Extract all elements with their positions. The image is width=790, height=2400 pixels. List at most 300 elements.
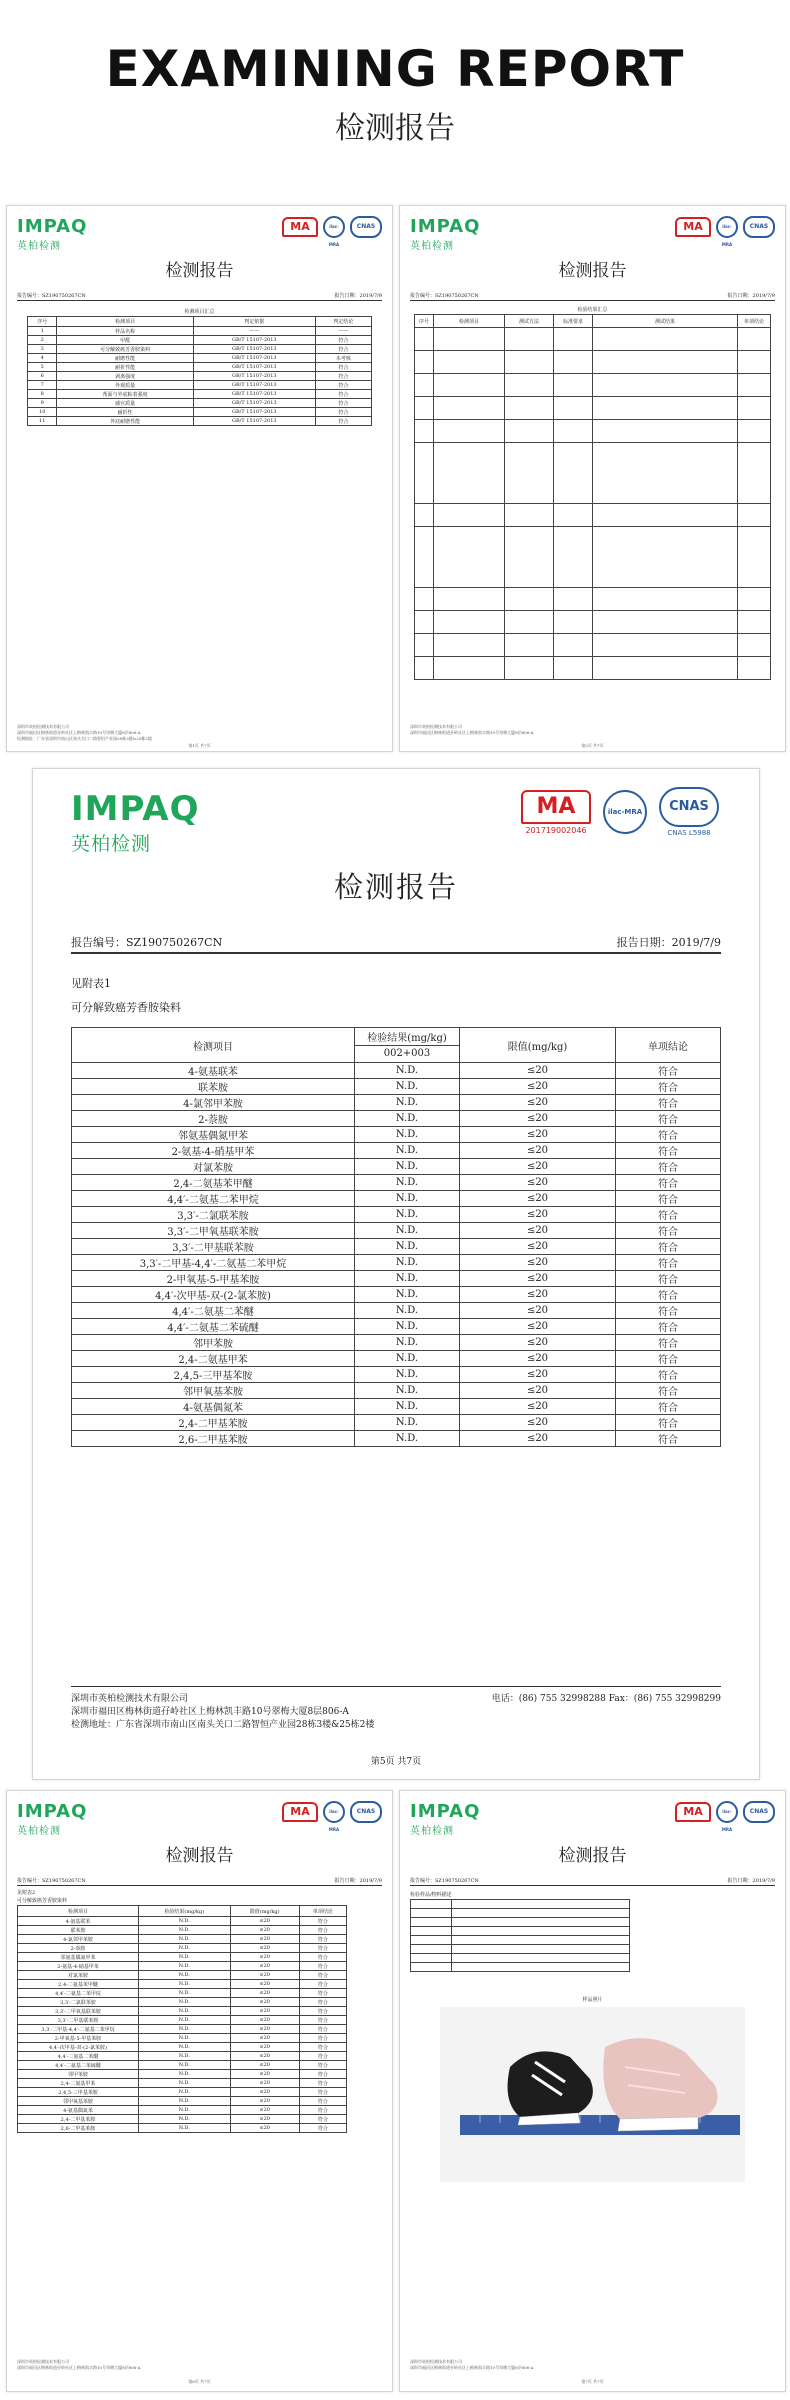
table-cell xyxy=(593,351,738,374)
table-cell xyxy=(415,397,434,420)
table-cell: ≤20 xyxy=(460,1143,616,1159)
divider xyxy=(410,300,775,301)
table-cell: N.D. xyxy=(355,1159,460,1175)
table-cell: GB/T 15107-2013 xyxy=(193,354,315,363)
table-cell: 符合 xyxy=(299,2061,346,2070)
table-row xyxy=(28,399,372,408)
table-cell: 外底耐磨性能 xyxy=(57,417,193,426)
ilac-mark-icon: ilac-MRA xyxy=(716,216,738,238)
table-cell: 3,3′-二氯联苯胺 xyxy=(72,1207,355,1223)
logo: IMPAQ 英柏检测 xyxy=(17,1801,88,1837)
table-cell xyxy=(452,1954,630,1963)
report-page-1[interactable] xyxy=(6,205,393,752)
table-cell: 剥离强度 xyxy=(57,372,193,381)
page-number: 第1页 共7页 xyxy=(188,743,211,748)
table-cell xyxy=(593,527,738,588)
table-cell: 邻甲苯胺 xyxy=(72,1335,355,1351)
page-number: 第7页 共7页 xyxy=(581,2379,604,2384)
table-cell: ≤20 xyxy=(460,1063,616,1079)
table-cell xyxy=(505,443,554,504)
results-subtitle: 检验结果汇总 xyxy=(577,307,608,313)
sample-subtitle: 检验样品/物料描述 xyxy=(410,1892,452,1898)
table-cell xyxy=(505,351,554,374)
table-cell: 符合 xyxy=(299,1953,346,1962)
report-number: 报告编号：SZ190750267CN xyxy=(410,1878,479,1884)
cnas-mark-icon: CNAS xyxy=(659,787,719,827)
table-cell xyxy=(593,588,738,611)
table-cell: 符合 xyxy=(299,2106,346,2115)
table-row xyxy=(72,1287,721,1303)
table-cell xyxy=(554,504,593,527)
table-cell: ≤20 xyxy=(230,1944,299,1953)
table-cell: 符合 xyxy=(299,2025,346,2034)
table-cell: 8 xyxy=(28,390,57,399)
table-cell: N.D. xyxy=(355,1271,460,1287)
footer: 深圳市英柏检测技术有限公司 深圳市福田区梅林街道孖岭社区上梅林凯丰路10号翠梅大厦8层806-A 检测地址：广东省深圳市南山区南头关口二路智恒产业园28栋3楼&25栋2楼 xyxy=(17,724,152,741)
table-cell: GB/T 15107-2013 xyxy=(193,372,315,381)
table-row xyxy=(415,420,771,443)
table-cell: 样品名称 xyxy=(57,327,193,336)
table-cell: ≤20 xyxy=(230,2088,299,2097)
table-cell: 符合 xyxy=(299,2016,346,2025)
table-cell xyxy=(415,504,434,527)
table-cell xyxy=(434,611,505,634)
sample-table xyxy=(410,1899,630,1972)
table-cell: 4,4′-二氨基二苯硫醚 xyxy=(72,1319,355,1335)
table-cell: 2,4-二甲基苯胺 xyxy=(72,1415,355,1431)
table-row xyxy=(28,345,372,354)
table-cell xyxy=(452,1936,630,1945)
table-cell xyxy=(452,1927,630,1936)
table-cell xyxy=(434,420,505,443)
table-cell: 符合 xyxy=(616,1095,721,1111)
table-cell xyxy=(434,634,505,657)
table-cell: 符合 xyxy=(315,336,371,345)
table-cell: GB/T 15107-2013 xyxy=(193,336,315,345)
table-cell xyxy=(411,1909,452,1918)
table-cell: N.D. xyxy=(355,1319,460,1335)
table-cell: ≤20 xyxy=(230,2007,299,2016)
table-cell xyxy=(434,443,505,504)
table-cell xyxy=(738,328,771,351)
table-cell xyxy=(452,1945,630,1954)
ilac-mark-icon: ilac-MRA xyxy=(603,790,647,834)
table-cell: 4,4′-二氨基二苯甲烷 xyxy=(72,1191,355,1207)
table-cell xyxy=(452,1918,630,1927)
table-row xyxy=(18,2088,347,2097)
table-row xyxy=(28,354,372,363)
ilac-mark-icon: ilac-MRA xyxy=(716,1801,738,1823)
table-cell: 3,3′-二甲氧基联苯胺 xyxy=(18,2007,139,2016)
table-cell: 2-氨基-4-硝基甲苯 xyxy=(72,1143,355,1159)
table-cell: ≤20 xyxy=(230,2079,299,2088)
table-cell: ≤20 xyxy=(460,1111,616,1127)
table-cell xyxy=(434,351,505,374)
footer-company: 深圳市英柏检测技术有限公司 xyxy=(71,1694,189,1704)
table-cell xyxy=(554,634,593,657)
table-cell: ≤20 xyxy=(460,1207,616,1223)
table-cell: 符合 xyxy=(299,2043,346,2052)
table-cell: 3,3′-二甲基-4,4′-二氨基二苯甲烷 xyxy=(72,1255,355,1271)
table-cell xyxy=(738,634,771,657)
table-cell xyxy=(554,397,593,420)
table-cell xyxy=(411,1936,452,1945)
table-row xyxy=(72,1239,721,1255)
table-cell: 符合 xyxy=(299,2034,346,2043)
table-cell: 未考核 xyxy=(315,354,371,363)
table-row xyxy=(411,1945,630,1954)
col-result: 检验结果(mg/kg) xyxy=(355,1028,460,1046)
table-cell: 符合 xyxy=(616,1063,721,1079)
page-title: 检测报告 xyxy=(558,261,627,281)
table-cell: ≤20 xyxy=(460,1095,616,1111)
table-row xyxy=(18,2124,347,2133)
table-cell: 符合 xyxy=(315,372,371,381)
table-cell: 9 xyxy=(28,399,57,408)
table-cell: 符合 xyxy=(616,1303,721,1319)
appendix-label: 见附表1 xyxy=(71,977,111,990)
cma-mark: MA 201719002046 xyxy=(521,790,591,835)
table-cell xyxy=(434,504,505,527)
col-limit: 限值(mg/kg) xyxy=(460,1028,616,1063)
table-row xyxy=(415,397,771,420)
table-cell: 符合 xyxy=(616,1143,721,1159)
table-cell xyxy=(738,443,771,504)
table-cell: 4-氯邻甲苯胺 xyxy=(72,1095,355,1111)
table-row xyxy=(18,1935,347,1944)
cma-mark-icon: MA xyxy=(675,1802,711,1822)
table-cell: 符合 xyxy=(315,381,371,390)
table-row xyxy=(411,1900,630,1909)
table-row xyxy=(72,1063,721,1079)
table-row xyxy=(18,2061,347,2070)
table-cell xyxy=(593,504,738,527)
table-cell: ≤20 xyxy=(460,1415,616,1431)
table-row xyxy=(18,1998,347,2007)
table-cell xyxy=(505,374,554,397)
table-row xyxy=(72,1095,721,1111)
table-cell: 符合 xyxy=(616,1367,721,1383)
table-cell: N.D. xyxy=(355,1255,460,1271)
table-cell xyxy=(452,1909,630,1918)
table-row xyxy=(72,1367,721,1383)
report-date: 报告日期：2019/7/9 xyxy=(727,293,775,299)
table-cell xyxy=(415,634,434,657)
table-cell: ≤20 xyxy=(230,1917,299,1926)
table-cell: ≤20 xyxy=(460,1399,616,1415)
table-cell: 感官质量 xyxy=(57,399,193,408)
table-cell xyxy=(434,588,505,611)
table-cell: 符合 xyxy=(616,1191,721,1207)
page-number: 第5页 共7页 xyxy=(370,1757,422,1767)
table-cell: 可分解致癌芳香胺染料 xyxy=(57,345,193,354)
table-cell: N.D. xyxy=(139,1935,231,1944)
table-cell xyxy=(505,634,554,657)
photo-title: 样品照片 xyxy=(582,1997,603,2003)
table-cell xyxy=(415,328,434,351)
table-cell: 符合 xyxy=(616,1319,721,1335)
table-cell xyxy=(738,611,771,634)
table-cell xyxy=(411,1963,452,1972)
table-row xyxy=(18,2052,347,2061)
report-date: 报告日期：2019/7/9 xyxy=(334,1878,382,1884)
table-cell: ≤20 xyxy=(230,2106,299,2115)
table-cell: 3,3′-二甲基联苯胺 xyxy=(18,2016,139,2025)
table-row xyxy=(415,634,771,657)
results-table: 序号 检测项目 测试方法 标准要求 测试结果 单项结论 xyxy=(414,314,771,680)
table-cell: N.D. xyxy=(355,1063,460,1079)
table-cell: 符合 xyxy=(616,1399,721,1415)
table-cell xyxy=(738,374,771,397)
table-cell: GB/T 15107-2013 xyxy=(193,399,315,408)
table-cell: ≤20 xyxy=(230,2061,299,2070)
shoe-photo-icon xyxy=(440,2007,745,2182)
table-cell: 符合 xyxy=(315,417,371,426)
table-row xyxy=(28,381,372,390)
table-cell: N.D. xyxy=(139,2106,231,2115)
report-date: 报告日期：2019/7/9 xyxy=(727,1878,775,1884)
table-row xyxy=(72,1127,721,1143)
table-cell xyxy=(415,420,434,443)
table-cell: ≤20 xyxy=(230,1953,299,1962)
certification-marks xyxy=(282,216,382,247)
ilac-mark-icon: ilac-MRA xyxy=(323,1801,345,1823)
table-cell xyxy=(554,374,593,397)
table-row xyxy=(72,1223,721,1239)
cma-mark-icon: MA xyxy=(521,790,591,824)
table-cell: GB/T 15107-2013 xyxy=(193,381,315,390)
table-cell xyxy=(415,657,434,680)
table-cell: GB/T 15107-2013 xyxy=(193,390,315,399)
report-number: 报告编号：SZ190750267CN xyxy=(17,293,86,299)
table-cell xyxy=(505,397,554,420)
table-row xyxy=(18,1926,347,1935)
table-cell: 符合 xyxy=(616,1175,721,1191)
table-cell: 6 xyxy=(28,372,57,381)
table-cell: ≤20 xyxy=(460,1159,616,1175)
table-cell: 2 xyxy=(28,336,57,345)
table-row xyxy=(18,1962,347,1971)
table-row xyxy=(72,1431,721,1447)
table-row xyxy=(415,443,771,504)
table-cell: 4-氨基联苯 xyxy=(72,1063,355,1079)
cnas-mark-icon: CNAS xyxy=(350,216,382,238)
amine-results-table-small: 检测项目 检验结果(mg/kg) 限值(mg/kg) 单项结论 4-氨基联苯 N.D. ≤20 符合 联苯胺 N.D. ≤20 符合 4-氯邻甲苯胺 N.D. ≤20 符合 2-萘胺 N.D. ≤20 符合 邻氨基偶氮甲苯 N.D. ≤20 符合 2-氨基-4-硝基甲苯 N.D. ≤20 符合 对氯苯胺 N.D. ≤20 符合 2,4-二氨基苯甲醚 N.D. ≤20 符合 4,4′-二氨基二苯甲烷 N.D. ≤20 符合 3,3′-二氯联苯胺 N.D. ≤20 符合 3,3′-二甲氧基联苯胺 N.D. ≤20 符合 3,3′-二甲基联苯胺 N.D. ≤20 符合 3,3′-二甲基-4,4′-二氨基二苯甲烷 N.D. ≤20 符合 2-甲氧基-5-甲基苯胺 N.D. ≤20 符合 4,4′-次甲基-双-(2-氯苯胺) N.D. ≤20 符合 4,4′-二氨基二苯醚 N.D. ≤20 符合 4,4′-二氨基二苯硫醚 N.D. ≤20 符合 邻甲苯胺 N.D. ≤20 符合 2,4-二氨基甲苯 N.D. ≤20 符合 2,4,5-三甲基苯胺 N.D. ≤20 符合 邻甲氧基苯胺 N.D. ≤20 符合 4-氨基偶氮苯 N.D. ≤20 符合 2,4-二甲基苯胺 N.D. ≤20 符合 2,6-二甲基苯胺 N.D. ≤20 符合 xyxy=(17,1905,347,2133)
table-cell: 2-萘胺 xyxy=(72,1111,355,1127)
table-row xyxy=(415,611,771,634)
table-row xyxy=(72,1383,721,1399)
table-row xyxy=(18,2115,347,2124)
table-cell: 符合 xyxy=(299,1962,346,1971)
table-cell: ≤20 xyxy=(460,1239,616,1255)
certification-marks xyxy=(521,787,719,837)
report-page-2[interactable] xyxy=(399,205,786,752)
divider xyxy=(17,1885,382,1886)
table-row xyxy=(72,1415,721,1431)
table-row xyxy=(415,351,771,374)
footer: 深圳市英柏检测技术有限公司 深圳市福田区梅林街道孖岭社区上梅林凯丰路10号翠梅大厦8层806-A xyxy=(410,2359,534,2370)
table-row xyxy=(72,1079,721,1095)
table-cell: 帮面与外底粘着强度 xyxy=(57,390,193,399)
page-header xyxy=(0,0,790,200)
appendix-label: 见附表2 xyxy=(17,1890,36,1896)
table-cell: 符合 xyxy=(315,390,371,399)
table-cell: ≤20 xyxy=(230,2070,299,2079)
table-cell: N.D. xyxy=(139,1953,231,1962)
amine-results-table xyxy=(71,1027,721,1447)
col-sample: 002+003 xyxy=(355,1045,460,1063)
table-cell: N.D. xyxy=(355,1143,460,1159)
table-cell: 4-氯邻甲苯胺 xyxy=(18,1935,139,1944)
divider xyxy=(17,300,382,301)
table-cell: N.D. xyxy=(139,1962,231,1971)
table-cell: N.D. xyxy=(139,1917,231,1926)
table-cell: GB/T 15107-2013 xyxy=(193,417,315,426)
sample-photo xyxy=(440,2007,745,2182)
table-cell: 符合 xyxy=(616,1223,721,1239)
table-cell xyxy=(505,328,554,351)
table-cell: ≤20 xyxy=(460,1255,616,1271)
table-cell xyxy=(554,611,593,634)
table-row xyxy=(72,1191,721,1207)
table-cell: N.D. xyxy=(355,1207,460,1223)
table-cell: N.D. xyxy=(139,2124,231,2133)
table-cell: ≤20 xyxy=(460,1367,616,1383)
table-cell: 符合 xyxy=(299,2097,346,2106)
table-row xyxy=(18,2097,347,2106)
table-cell: 符合 xyxy=(616,1255,721,1271)
table-cell xyxy=(415,351,434,374)
table-cell xyxy=(593,657,738,680)
table-cell xyxy=(554,588,593,611)
table-cell: 邻甲氧基苯胺 xyxy=(18,2097,139,2106)
table-cell: 邻氨基偶氮甲苯 xyxy=(18,1953,139,1962)
report-page-5[interactable] xyxy=(32,768,760,1780)
table-cell: 4-氨基联苯 xyxy=(18,1917,139,1926)
table-cell: 1 xyxy=(28,327,57,336)
table-row xyxy=(415,504,771,527)
table-cell: 符合 xyxy=(315,345,371,354)
col-no: 序号 xyxy=(28,317,57,327)
table-cell: 符合 xyxy=(299,2124,346,2133)
table-cell xyxy=(593,634,738,657)
table-cell: N.D. xyxy=(355,1415,460,1431)
table-cell: N.D. xyxy=(139,2079,231,2088)
table-cell: N.D. xyxy=(139,1989,231,1998)
table-cell: 符合 xyxy=(616,1207,721,1223)
certification-marks xyxy=(282,1801,382,1832)
page-number: 第2页 共7页 xyxy=(581,743,604,748)
table-cell: GB/T 15107-2013 xyxy=(193,363,315,372)
table-cell: 符合 xyxy=(299,1971,346,1980)
table-cell: 4-氨基偶氮苯 xyxy=(72,1399,355,1415)
table-cell: ≤20 xyxy=(460,1175,616,1191)
table-cell: 2-氨基-4-硝基甲苯 xyxy=(18,1962,139,1971)
table-cell: 4,4′-二氨基二苯醚 xyxy=(18,2052,139,2061)
table-row xyxy=(28,363,372,372)
table-cell: 符合 xyxy=(299,2115,346,2124)
cnas-mark-icon: CNAS xyxy=(743,216,775,238)
table-cell: N.D. xyxy=(355,1111,460,1127)
table-row xyxy=(18,1953,347,1962)
table-cell: 符合 xyxy=(299,2070,346,2079)
table-cell: 符合 xyxy=(299,1980,346,1989)
table-cell: N.D. xyxy=(355,1175,460,1191)
table-cell xyxy=(738,657,771,680)
table-row xyxy=(18,1971,347,1980)
table-row xyxy=(18,1917,347,1926)
col-conclusion: 单项结论 xyxy=(616,1028,721,1063)
table-cell: 4,4′-次甲基-双-(2-氯苯胺) xyxy=(18,2043,139,2052)
table-cell xyxy=(554,527,593,588)
table-cell: ≤20 xyxy=(230,2043,299,2052)
table-cell: N.D. xyxy=(355,1191,460,1207)
table-row xyxy=(411,1936,630,1945)
logo: IMPAQ 英柏检测 xyxy=(71,789,200,855)
table-cell: 符合 xyxy=(299,1917,346,1926)
table-cell: N.D. xyxy=(139,2070,231,2079)
summary-table xyxy=(27,316,372,426)
footer-phone: 电话：(86) 755 32998288 Fax：(86) 755 32998299 xyxy=(491,1694,721,1704)
table-row xyxy=(18,2025,347,2034)
table-cell xyxy=(452,1963,630,1972)
table-row xyxy=(28,408,372,417)
table-cell: ≤20 xyxy=(230,1989,299,1998)
logo: IMPAQ 英柏检测 xyxy=(410,216,481,252)
report-number: 报告编号：SZ190750267CN xyxy=(71,936,223,949)
table-cell: N.D. xyxy=(139,2034,231,2043)
table-cell: 符合 xyxy=(299,1998,346,2007)
certification-marks xyxy=(675,1801,775,1832)
table-cell: 符合 xyxy=(299,1926,346,1935)
table-cell: 邻甲氧基苯胺 xyxy=(72,1383,355,1399)
cma-mark-icon: MA xyxy=(282,217,318,237)
table-row xyxy=(72,1159,721,1175)
table-row xyxy=(18,2043,347,2052)
report-page-7[interactable] xyxy=(399,1790,786,2392)
footer: 深圳市英柏检测技术有限公司 深圳市福田区梅林街道孖岭社区上梅林凯丰路10号翠梅大厦8层806-A xyxy=(17,2359,141,2370)
table-cell: 联苯胺 xyxy=(72,1079,355,1095)
report-page-6[interactable] xyxy=(6,1790,393,2392)
divider xyxy=(410,1885,775,1886)
table-cell xyxy=(434,374,505,397)
table-cell xyxy=(554,443,593,504)
table-row xyxy=(72,1175,721,1191)
table-cell: 符合 xyxy=(299,2052,346,2061)
table-cell xyxy=(505,588,554,611)
table-cell: 符合 xyxy=(616,1239,721,1255)
table-cell xyxy=(434,657,505,680)
table-cell: 4,4′-二氨基二苯甲烷 xyxy=(18,1989,139,1998)
table-cell xyxy=(415,588,434,611)
table-row xyxy=(411,1927,630,1936)
col-conclusion: 判定结论 xyxy=(315,317,371,327)
table-cell: 符合 xyxy=(299,2079,346,2088)
table-row xyxy=(415,588,771,611)
table-cell xyxy=(411,1900,452,1909)
summary-title: 检测项目汇总 xyxy=(184,309,215,315)
table-row xyxy=(18,2106,347,2115)
table-row xyxy=(18,2007,347,2016)
table-cell: 对氯苯胺 xyxy=(72,1159,355,1175)
table-cell: 4,4′-二氨基二苯醚 xyxy=(72,1303,355,1319)
table-cell xyxy=(554,351,593,374)
table-cell: N.D. xyxy=(355,1367,460,1383)
table-cell: N.D. xyxy=(139,2025,231,2034)
table-cell: 2,4-二氨基苯甲醚 xyxy=(18,1980,139,1989)
table-cell: 耐折性 xyxy=(57,408,193,417)
table-cell: N.D. xyxy=(139,2088,231,2097)
